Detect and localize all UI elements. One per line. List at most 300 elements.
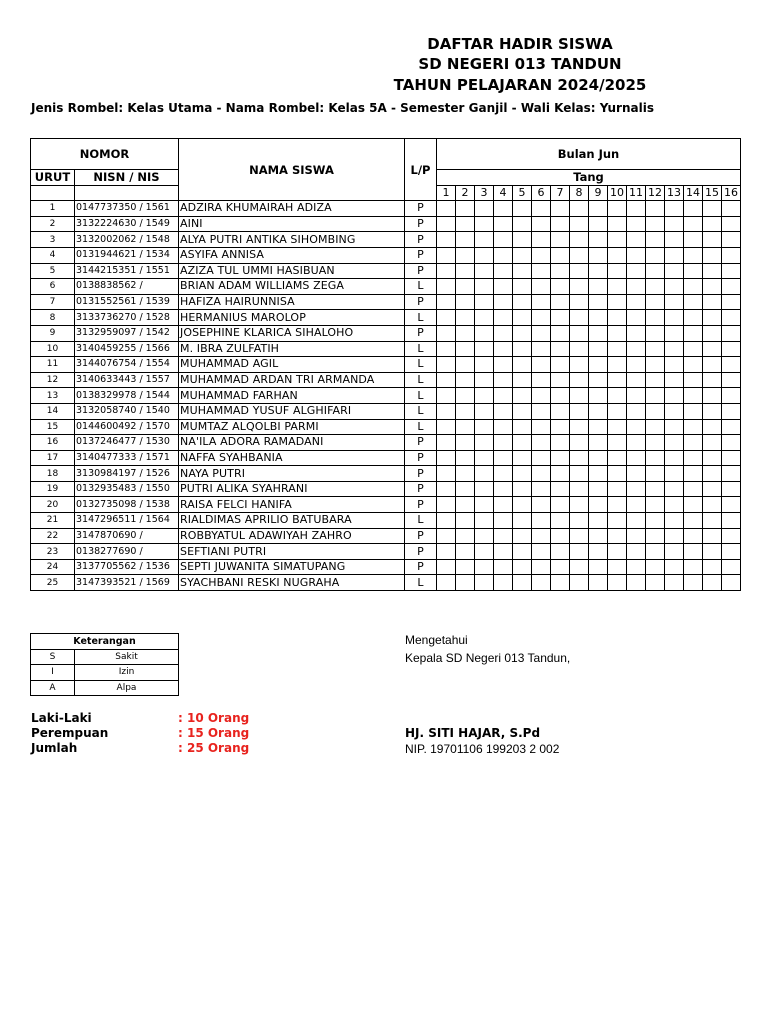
attendance-cell[interactable] bbox=[684, 247, 703, 263]
attendance-cell[interactable] bbox=[551, 310, 570, 326]
attendance-cell[interactable] bbox=[722, 247, 741, 263]
attendance-cell[interactable] bbox=[532, 528, 551, 544]
attendance-cell[interactable] bbox=[703, 247, 722, 263]
attendance-cell[interactable] bbox=[513, 201, 532, 217]
attendance-cell[interactable] bbox=[608, 419, 627, 435]
attendance-cell[interactable] bbox=[703, 201, 722, 217]
attendance-cell[interactable] bbox=[722, 372, 741, 388]
attendance-cell[interactable] bbox=[437, 435, 456, 451]
attendance-cell[interactable] bbox=[703, 279, 722, 295]
attendance-cell[interactable] bbox=[684, 325, 703, 341]
attendance-cell[interactable] bbox=[570, 419, 589, 435]
attendance-cell[interactable] bbox=[646, 263, 665, 279]
attendance-cell[interactable] bbox=[665, 294, 684, 310]
attendance-cell[interactable] bbox=[665, 559, 684, 575]
attendance-cell[interactable] bbox=[475, 201, 494, 217]
attendance-cell[interactable] bbox=[665, 372, 684, 388]
attendance-cell[interactable] bbox=[665, 216, 684, 232]
attendance-cell[interactable] bbox=[608, 544, 627, 560]
attendance-cell[interactable] bbox=[513, 247, 532, 263]
attendance-cell[interactable] bbox=[646, 310, 665, 326]
attendance-cell[interactable] bbox=[475, 232, 494, 248]
attendance-cell[interactable] bbox=[532, 247, 551, 263]
attendance-cell[interactable] bbox=[684, 466, 703, 482]
attendance-cell[interactable] bbox=[608, 435, 627, 451]
attendance-cell[interactable] bbox=[494, 216, 513, 232]
attendance-cell[interactable] bbox=[684, 232, 703, 248]
attendance-cell[interactable] bbox=[532, 232, 551, 248]
attendance-cell[interactable] bbox=[589, 419, 608, 435]
attendance-cell[interactable] bbox=[722, 403, 741, 419]
attendance-cell[interactable] bbox=[646, 279, 665, 295]
attendance-cell[interactable] bbox=[589, 247, 608, 263]
attendance-cell[interactable] bbox=[513, 388, 532, 404]
attendance-cell[interactable] bbox=[475, 263, 494, 279]
attendance-cell[interactable] bbox=[475, 528, 494, 544]
attendance-cell[interactable] bbox=[627, 388, 646, 404]
attendance-cell[interactable] bbox=[456, 419, 475, 435]
attendance-cell[interactable] bbox=[513, 466, 532, 482]
attendance-cell[interactable] bbox=[532, 201, 551, 217]
attendance-cell[interactable] bbox=[551, 513, 570, 529]
attendance-cell[interactable] bbox=[646, 247, 665, 263]
attendance-cell[interactable] bbox=[665, 388, 684, 404]
attendance-cell[interactable] bbox=[475, 544, 494, 560]
attendance-cell[interactable] bbox=[532, 216, 551, 232]
attendance-cell[interactable] bbox=[456, 294, 475, 310]
attendance-cell[interactable] bbox=[551, 388, 570, 404]
attendance-cell[interactable] bbox=[494, 419, 513, 435]
attendance-cell[interactable] bbox=[513, 341, 532, 357]
attendance-cell[interactable] bbox=[570, 372, 589, 388]
attendance-cell[interactable] bbox=[722, 357, 741, 373]
attendance-cell[interactable] bbox=[589, 201, 608, 217]
attendance-cell[interactable] bbox=[494, 372, 513, 388]
attendance-cell[interactable] bbox=[494, 341, 513, 357]
attendance-cell[interactable] bbox=[684, 341, 703, 357]
attendance-cell[interactable] bbox=[570, 263, 589, 279]
attendance-cell[interactable] bbox=[684, 388, 703, 404]
attendance-cell[interactable] bbox=[608, 310, 627, 326]
attendance-cell[interactable] bbox=[494, 528, 513, 544]
attendance-cell[interactable] bbox=[608, 341, 627, 357]
attendance-cell[interactable] bbox=[608, 372, 627, 388]
attendance-cell[interactable] bbox=[589, 481, 608, 497]
attendance-cell[interactable] bbox=[494, 201, 513, 217]
attendance-cell[interactable] bbox=[684, 216, 703, 232]
attendance-cell[interactable] bbox=[456, 232, 475, 248]
attendance-cell[interactable] bbox=[494, 263, 513, 279]
attendance-cell[interactable] bbox=[475, 497, 494, 513]
attendance-cell[interactable] bbox=[646, 419, 665, 435]
attendance-cell[interactable] bbox=[437, 528, 456, 544]
attendance-cell[interactable] bbox=[551, 372, 570, 388]
attendance-cell[interactable] bbox=[532, 310, 551, 326]
attendance-cell[interactable] bbox=[551, 341, 570, 357]
attendance-cell[interactable] bbox=[513, 263, 532, 279]
attendance-cell[interactable] bbox=[703, 497, 722, 513]
attendance-cell[interactable] bbox=[684, 497, 703, 513]
attendance-cell[interactable] bbox=[475, 435, 494, 451]
attendance-cell[interactable] bbox=[437, 279, 456, 295]
attendance-cell[interactable] bbox=[513, 450, 532, 466]
attendance-cell[interactable] bbox=[475, 450, 494, 466]
attendance-cell[interactable] bbox=[665, 357, 684, 373]
attendance-cell[interactable] bbox=[722, 310, 741, 326]
attendance-cell[interactable] bbox=[437, 497, 456, 513]
attendance-cell[interactable] bbox=[627, 450, 646, 466]
attendance-cell[interactable] bbox=[437, 310, 456, 326]
attendance-cell[interactable] bbox=[456, 201, 475, 217]
attendance-cell[interactable] bbox=[589, 372, 608, 388]
attendance-cell[interactable] bbox=[475, 357, 494, 373]
attendance-cell[interactable] bbox=[513, 294, 532, 310]
attendance-cell[interactable] bbox=[627, 263, 646, 279]
attendance-cell[interactable] bbox=[589, 435, 608, 451]
attendance-cell[interactable] bbox=[703, 388, 722, 404]
attendance-cell[interactable] bbox=[513, 216, 532, 232]
attendance-cell[interactable] bbox=[589, 403, 608, 419]
attendance-cell[interactable] bbox=[494, 294, 513, 310]
attendance-cell[interactable] bbox=[437, 450, 456, 466]
attendance-cell[interactable] bbox=[532, 263, 551, 279]
attendance-cell[interactable] bbox=[703, 232, 722, 248]
attendance-cell[interactable] bbox=[437, 388, 456, 404]
attendance-cell[interactable] bbox=[722, 279, 741, 295]
attendance-cell[interactable] bbox=[722, 450, 741, 466]
attendance-cell[interactable] bbox=[608, 575, 627, 591]
attendance-cell[interactable] bbox=[532, 481, 551, 497]
attendance-cell[interactable] bbox=[722, 528, 741, 544]
attendance-cell[interactable] bbox=[494, 481, 513, 497]
attendance-cell[interactable] bbox=[608, 388, 627, 404]
attendance-cell[interactable] bbox=[608, 263, 627, 279]
attendance-cell[interactable] bbox=[551, 435, 570, 451]
attendance-cell[interactable] bbox=[570, 232, 589, 248]
attendance-cell[interactable] bbox=[513, 481, 532, 497]
attendance-cell[interactable] bbox=[456, 263, 475, 279]
attendance-cell[interactable] bbox=[532, 559, 551, 575]
attendance-cell[interactable] bbox=[608, 559, 627, 575]
attendance-cell[interactable] bbox=[722, 232, 741, 248]
attendance-cell[interactable] bbox=[589, 310, 608, 326]
attendance-cell[interactable] bbox=[437, 325, 456, 341]
attendance-cell[interactable] bbox=[608, 325, 627, 341]
attendance-cell[interactable] bbox=[570, 575, 589, 591]
attendance-cell[interactable] bbox=[627, 528, 646, 544]
attendance-cell[interactable] bbox=[570, 497, 589, 513]
attendance-cell[interactable] bbox=[494, 232, 513, 248]
attendance-cell[interactable] bbox=[665, 435, 684, 451]
attendance-cell[interactable] bbox=[494, 544, 513, 560]
attendance-cell[interactable] bbox=[437, 216, 456, 232]
attendance-cell[interactable] bbox=[494, 575, 513, 591]
attendance-cell[interactable] bbox=[665, 341, 684, 357]
attendance-cell[interactable] bbox=[684, 575, 703, 591]
attendance-cell[interactable] bbox=[665, 419, 684, 435]
attendance-cell[interactable] bbox=[627, 372, 646, 388]
attendance-cell[interactable] bbox=[513, 575, 532, 591]
attendance-cell[interactable] bbox=[627, 310, 646, 326]
attendance-cell[interactable] bbox=[570, 559, 589, 575]
attendance-cell[interactable] bbox=[722, 559, 741, 575]
attendance-cell[interactable] bbox=[646, 201, 665, 217]
attendance-cell[interactable] bbox=[646, 325, 665, 341]
attendance-cell[interactable] bbox=[684, 559, 703, 575]
attendance-cell[interactable] bbox=[646, 481, 665, 497]
attendance-cell[interactable] bbox=[589, 450, 608, 466]
attendance-cell[interactable] bbox=[722, 435, 741, 451]
attendance-cell[interactable] bbox=[627, 403, 646, 419]
attendance-cell[interactable] bbox=[608, 232, 627, 248]
attendance-cell[interactable] bbox=[532, 372, 551, 388]
attendance-cell[interactable] bbox=[684, 544, 703, 560]
attendance-cell[interactable] bbox=[551, 357, 570, 373]
attendance-cell[interactable] bbox=[608, 247, 627, 263]
attendance-cell[interactable] bbox=[570, 294, 589, 310]
attendance-cell[interactable] bbox=[646, 528, 665, 544]
attendance-cell[interactable] bbox=[513, 279, 532, 295]
attendance-cell[interactable] bbox=[570, 513, 589, 529]
attendance-cell[interactable] bbox=[703, 341, 722, 357]
attendance-cell[interactable] bbox=[627, 216, 646, 232]
attendance-cell[interactable] bbox=[646, 575, 665, 591]
attendance-cell[interactable] bbox=[722, 466, 741, 482]
attendance-cell[interactable] bbox=[703, 559, 722, 575]
attendance-cell[interactable] bbox=[703, 575, 722, 591]
attendance-cell[interactable] bbox=[703, 513, 722, 529]
attendance-cell[interactable] bbox=[608, 403, 627, 419]
attendance-cell[interactable] bbox=[494, 466, 513, 482]
attendance-cell[interactable] bbox=[551, 403, 570, 419]
attendance-cell[interactable] bbox=[589, 388, 608, 404]
attendance-cell[interactable] bbox=[513, 559, 532, 575]
attendance-cell[interactable] bbox=[703, 544, 722, 560]
attendance-cell[interactable] bbox=[627, 357, 646, 373]
attendance-cell[interactable] bbox=[475, 559, 494, 575]
attendance-cell[interactable] bbox=[494, 388, 513, 404]
attendance-cell[interactable] bbox=[532, 357, 551, 373]
attendance-cell[interactable] bbox=[665, 497, 684, 513]
attendance-cell[interactable] bbox=[646, 559, 665, 575]
attendance-cell[interactable] bbox=[627, 294, 646, 310]
attendance-cell[interactable] bbox=[513, 325, 532, 341]
attendance-cell[interactable] bbox=[722, 325, 741, 341]
attendance-cell[interactable] bbox=[722, 575, 741, 591]
attendance-cell[interactable] bbox=[570, 357, 589, 373]
attendance-cell[interactable] bbox=[475, 466, 494, 482]
attendance-cell[interactable] bbox=[437, 481, 456, 497]
attendance-cell[interactable] bbox=[589, 279, 608, 295]
attendance-cell[interactable] bbox=[475, 481, 494, 497]
attendance-cell[interactable] bbox=[456, 341, 475, 357]
attendance-cell[interactable] bbox=[513, 435, 532, 451]
attendance-cell[interactable] bbox=[627, 559, 646, 575]
attendance-cell[interactable] bbox=[551, 450, 570, 466]
attendance-cell[interactable] bbox=[494, 559, 513, 575]
attendance-cell[interactable] bbox=[608, 528, 627, 544]
attendance-cell[interactable] bbox=[684, 294, 703, 310]
attendance-cell[interactable] bbox=[570, 544, 589, 560]
attendance-cell[interactable] bbox=[589, 528, 608, 544]
attendance-cell[interactable] bbox=[456, 279, 475, 295]
attendance-cell[interactable] bbox=[494, 497, 513, 513]
attendance-cell[interactable] bbox=[589, 559, 608, 575]
attendance-cell[interactable] bbox=[513, 513, 532, 529]
attendance-cell[interactable] bbox=[475, 388, 494, 404]
attendance-cell[interactable] bbox=[551, 466, 570, 482]
attendance-cell[interactable] bbox=[703, 294, 722, 310]
attendance-cell[interactable] bbox=[665, 247, 684, 263]
attendance-cell[interactable] bbox=[456, 481, 475, 497]
attendance-cell[interactable] bbox=[722, 388, 741, 404]
attendance-cell[interactable] bbox=[475, 372, 494, 388]
attendance-cell[interactable] bbox=[551, 279, 570, 295]
attendance-cell[interactable] bbox=[532, 466, 551, 482]
attendance-cell[interactable] bbox=[589, 497, 608, 513]
attendance-cell[interactable] bbox=[627, 544, 646, 560]
attendance-cell[interactable] bbox=[589, 216, 608, 232]
attendance-cell[interactable] bbox=[475, 341, 494, 357]
attendance-cell[interactable] bbox=[684, 403, 703, 419]
attendance-cell[interactable] bbox=[703, 481, 722, 497]
attendance-cell[interactable] bbox=[722, 341, 741, 357]
attendance-cell[interactable] bbox=[703, 357, 722, 373]
attendance-cell[interactable] bbox=[646, 497, 665, 513]
attendance-cell[interactable] bbox=[513, 419, 532, 435]
attendance-cell[interactable] bbox=[437, 403, 456, 419]
attendance-cell[interactable] bbox=[722, 201, 741, 217]
attendance-cell[interactable] bbox=[570, 279, 589, 295]
attendance-cell[interactable] bbox=[665, 232, 684, 248]
attendance-cell[interactable] bbox=[494, 279, 513, 295]
attendance-cell[interactable] bbox=[703, 435, 722, 451]
attendance-cell[interactable] bbox=[684, 201, 703, 217]
attendance-cell[interactable] bbox=[684, 263, 703, 279]
attendance-cell[interactable] bbox=[646, 435, 665, 451]
attendance-cell[interactable] bbox=[646, 513, 665, 529]
attendance-cell[interactable] bbox=[570, 466, 589, 482]
attendance-cell[interactable] bbox=[475, 310, 494, 326]
attendance-cell[interactable] bbox=[665, 403, 684, 419]
attendance-cell[interactable] bbox=[456, 466, 475, 482]
attendance-cell[interactable] bbox=[665, 544, 684, 560]
attendance-cell[interactable] bbox=[608, 466, 627, 482]
attendance-cell[interactable] bbox=[456, 247, 475, 263]
attendance-cell[interactable] bbox=[513, 372, 532, 388]
attendance-cell[interactable] bbox=[456, 544, 475, 560]
attendance-cell[interactable] bbox=[437, 341, 456, 357]
attendance-cell[interactable] bbox=[494, 325, 513, 341]
attendance-cell[interactable] bbox=[570, 341, 589, 357]
attendance-cell[interactable] bbox=[665, 201, 684, 217]
attendance-cell[interactable] bbox=[437, 247, 456, 263]
attendance-cell[interactable] bbox=[456, 325, 475, 341]
attendance-cell[interactable] bbox=[608, 357, 627, 373]
attendance-cell[interactable] bbox=[437, 466, 456, 482]
attendance-cell[interactable] bbox=[551, 216, 570, 232]
attendance-cell[interactable] bbox=[703, 310, 722, 326]
attendance-cell[interactable] bbox=[437, 559, 456, 575]
attendance-cell[interactable] bbox=[456, 388, 475, 404]
attendance-cell[interactable] bbox=[665, 528, 684, 544]
attendance-cell[interactable] bbox=[437, 372, 456, 388]
attendance-cell[interactable] bbox=[665, 513, 684, 529]
attendance-cell[interactable] bbox=[570, 388, 589, 404]
attendance-cell[interactable] bbox=[456, 513, 475, 529]
attendance-cell[interactable] bbox=[703, 450, 722, 466]
attendance-cell[interactable] bbox=[475, 294, 494, 310]
attendance-cell[interactable] bbox=[475, 247, 494, 263]
attendance-cell[interactable] bbox=[646, 466, 665, 482]
attendance-cell[interactable] bbox=[456, 403, 475, 419]
attendance-cell[interactable] bbox=[627, 201, 646, 217]
attendance-cell[interactable] bbox=[532, 450, 551, 466]
attendance-cell[interactable] bbox=[646, 232, 665, 248]
attendance-cell[interactable] bbox=[722, 216, 741, 232]
attendance-cell[interactable] bbox=[646, 544, 665, 560]
attendance-cell[interactable] bbox=[570, 528, 589, 544]
attendance-cell[interactable] bbox=[513, 310, 532, 326]
attendance-cell[interactable] bbox=[494, 310, 513, 326]
attendance-cell[interactable] bbox=[722, 481, 741, 497]
attendance-cell[interactable] bbox=[627, 435, 646, 451]
attendance-cell[interactable] bbox=[437, 294, 456, 310]
attendance-cell[interactable] bbox=[437, 263, 456, 279]
attendance-cell[interactable] bbox=[532, 279, 551, 295]
attendance-cell[interactable] bbox=[646, 388, 665, 404]
attendance-cell[interactable] bbox=[589, 232, 608, 248]
attendance-cell[interactable] bbox=[703, 216, 722, 232]
attendance-cell[interactable] bbox=[456, 372, 475, 388]
attendance-cell[interactable] bbox=[437, 513, 456, 529]
attendance-cell[interactable] bbox=[551, 247, 570, 263]
attendance-cell[interactable] bbox=[627, 247, 646, 263]
attendance-cell[interactable] bbox=[475, 403, 494, 419]
attendance-cell[interactable] bbox=[532, 388, 551, 404]
attendance-cell[interactable] bbox=[513, 357, 532, 373]
attendance-cell[interactable] bbox=[456, 559, 475, 575]
attendance-cell[interactable] bbox=[551, 481, 570, 497]
attendance-cell[interactable] bbox=[532, 419, 551, 435]
attendance-cell[interactable] bbox=[608, 216, 627, 232]
attendance-cell[interactable] bbox=[722, 263, 741, 279]
attendance-cell[interactable] bbox=[570, 435, 589, 451]
attendance-cell[interactable] bbox=[494, 247, 513, 263]
attendance-cell[interactable] bbox=[665, 279, 684, 295]
attendance-cell[interactable] bbox=[684, 310, 703, 326]
attendance-cell[interactable] bbox=[608, 481, 627, 497]
attendance-cell[interactable] bbox=[722, 544, 741, 560]
attendance-cell[interactable] bbox=[570, 201, 589, 217]
attendance-cell[interactable] bbox=[684, 513, 703, 529]
attendance-cell[interactable] bbox=[456, 450, 475, 466]
attendance-cell[interactable] bbox=[684, 279, 703, 295]
attendance-cell[interactable] bbox=[589, 513, 608, 529]
attendance-cell[interactable] bbox=[437, 357, 456, 373]
attendance-cell[interactable] bbox=[551, 325, 570, 341]
attendance-cell[interactable] bbox=[532, 325, 551, 341]
attendance-cell[interactable] bbox=[551, 528, 570, 544]
attendance-cell[interactable] bbox=[513, 232, 532, 248]
attendance-cell[interactable] bbox=[684, 372, 703, 388]
attendance-cell[interactable] bbox=[551, 559, 570, 575]
attendance-cell[interactable] bbox=[494, 403, 513, 419]
attendance-cell[interactable] bbox=[703, 466, 722, 482]
attendance-cell[interactable] bbox=[551, 263, 570, 279]
attendance-cell[interactable] bbox=[646, 357, 665, 373]
attendance-cell[interactable] bbox=[437, 232, 456, 248]
